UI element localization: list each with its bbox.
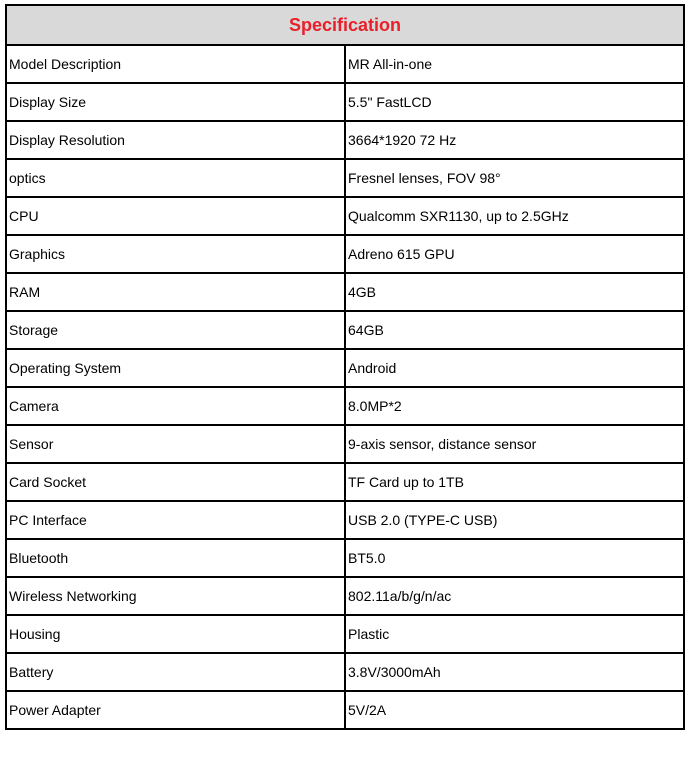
spec-table-container bbox=[5, 4, 685, 730]
table-row bbox=[6, 425, 684, 463]
table-row bbox=[6, 387, 684, 425]
spec-label: Battery bbox=[6, 653, 345, 691]
spec-value: 3664*1920 72 Hz bbox=[345, 121, 684, 159]
spec-label: Model Description bbox=[6, 45, 345, 83]
spec-label: Sensor bbox=[6, 425, 345, 463]
spec-label: PC Interface bbox=[6, 501, 345, 539]
table-row bbox=[6, 273, 684, 311]
spec-value: Android bbox=[345, 349, 684, 387]
spec-value: 9-axis sensor, distance sensor bbox=[345, 425, 684, 463]
table-row bbox=[6, 235, 684, 273]
table-row bbox=[6, 311, 684, 349]
spec-value: Qualcomm SXR1130, up to 2.5GHz bbox=[345, 197, 684, 235]
spec-value: MR All-in-one bbox=[345, 45, 684, 83]
spec-label: Camera bbox=[6, 387, 345, 425]
spec-label: optics bbox=[6, 159, 345, 197]
table-row bbox=[6, 577, 684, 615]
table-title: Specification bbox=[6, 5, 684, 45]
spec-value: 4GB bbox=[345, 273, 684, 311]
spec-label: Card Socket bbox=[6, 463, 345, 501]
spec-label: Wireless Networking bbox=[6, 577, 345, 615]
table-row bbox=[6, 197, 684, 235]
spec-value: 64GB bbox=[345, 311, 684, 349]
table-row bbox=[6, 653, 684, 691]
table-row bbox=[6, 121, 684, 159]
spec-label: Display Resolution bbox=[6, 121, 345, 159]
spec-label: CPU bbox=[6, 197, 345, 235]
table-row bbox=[6, 691, 684, 729]
table-row bbox=[6, 349, 684, 387]
spec-value: Plastic bbox=[345, 615, 684, 653]
spec-value: TF Card up to 1TB bbox=[345, 463, 684, 501]
specification-table bbox=[5, 4, 685, 730]
spec-label: Storage bbox=[6, 311, 345, 349]
spec-value: 802.11a/b/g/n/ac bbox=[345, 577, 684, 615]
spec-value: Fresnel lenses, FOV 98° bbox=[345, 159, 684, 197]
table-row bbox=[6, 83, 684, 121]
spec-label: Graphics bbox=[6, 235, 345, 273]
table-row bbox=[6, 501, 684, 539]
spec-label: Power Adapter bbox=[6, 691, 345, 729]
spec-label: Display Size bbox=[6, 83, 345, 121]
spec-value: 3.8V/3000mAh bbox=[345, 653, 684, 691]
spec-label: Housing bbox=[6, 615, 345, 653]
spec-value: 8.0MP*2 bbox=[345, 387, 684, 425]
spec-label: Bluetooth bbox=[6, 539, 345, 577]
table-header-row bbox=[6, 5, 684, 45]
table-row bbox=[6, 615, 684, 653]
table-row bbox=[6, 159, 684, 197]
spec-label: Operating System bbox=[6, 349, 345, 387]
table-row bbox=[6, 45, 684, 83]
spec-label: RAM bbox=[6, 273, 345, 311]
table-row bbox=[6, 463, 684, 501]
spec-value: 5V/2A bbox=[345, 691, 684, 729]
spec-value: BT5.0 bbox=[345, 539, 684, 577]
spec-value: Adreno 615 GPU bbox=[345, 235, 684, 273]
spec-value: 5.5" FastLCD bbox=[345, 83, 684, 121]
spec-value: USB 2.0 (TYPE-C USB) bbox=[345, 501, 684, 539]
table-row bbox=[6, 539, 684, 577]
